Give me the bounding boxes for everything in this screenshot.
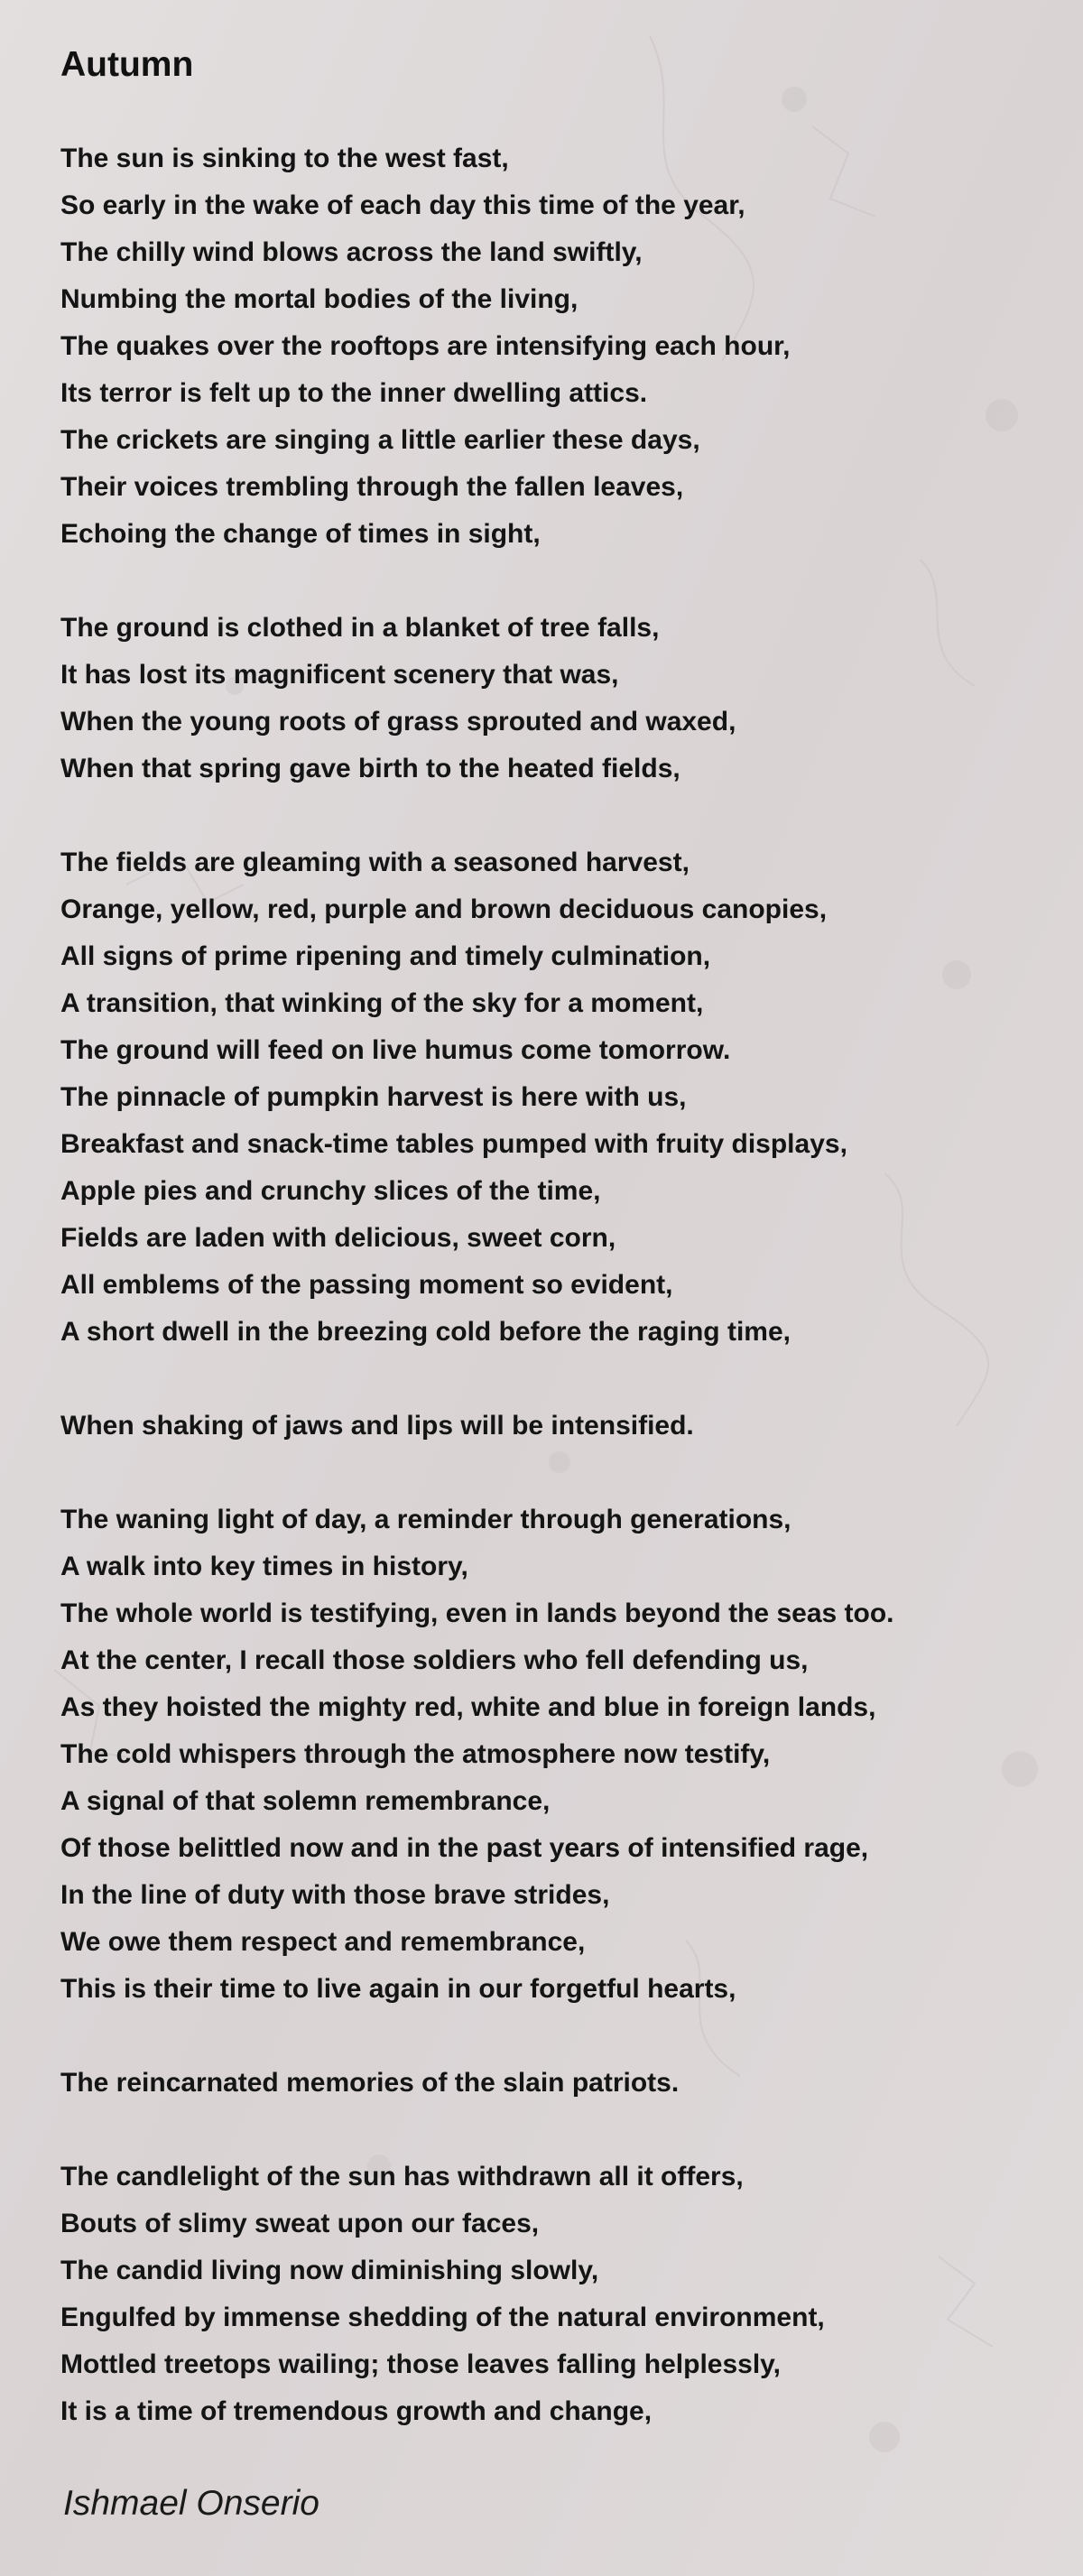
poem-line: The ground is clothed in a blanket of tree falls, [60, 613, 660, 643]
poem-line: The ground will feed on live humus come tomorrow. [60, 1035, 731, 1065]
poem-line: A signal of that solemn remembrance, [60, 1786, 551, 1816]
poem-line: The reincarnated memories of the slain patriots. [60, 2068, 680, 2098]
poem-line: Numbing the mortal bodies of the living, [60, 284, 579, 314]
poem-line: When the young roots of grass sprouted and waxed, [60, 707, 736, 737]
poem-stanza [60, 1403, 894, 1450]
poem-line: All signs of prime ripening and timely culmination, [60, 941, 711, 971]
poem-line: Echoing the change of times in sight, [60, 519, 541, 549]
poem-line: In the line of duty with those brave strides, [60, 1880, 610, 1910]
poem-line: Apple pies and crunchy slices of the time, [60, 1176, 601, 1206]
poem-line: Bouts of slimy sweat upon our faces, [60, 2209, 540, 2238]
poem-line: This is their time to live again in our forgetful hearts, [60, 1974, 736, 2004]
poem-line: It is a time of tremendous growth and change, [60, 2396, 653, 2426]
poem-line: We owe them respect and remembrance, [60, 1927, 586, 1957]
poem-line: All emblems of the passing moment so evident, [60, 1270, 673, 1300]
poem-body [60, 135, 894, 2482]
poem-line: Orange, yellow, red, purple and brown deciduous canopies, [60, 894, 828, 924]
poem-line: The waning light of day, a reminder through generations, [60, 1505, 791, 1534]
poem-line: Its terror is felt up to the inner dwelling attics. [60, 378, 648, 408]
poem-line: The crickets are singing a little earlier these days, [60, 425, 700, 455]
poem-stanza [60, 1496, 894, 2013]
poem-line: Their voices trembling through the fallen leaves, [60, 472, 684, 502]
poem-line: At the center, I recall those soldiers who fell defending us, [60, 1645, 809, 1675]
poem-line: A short dwell in the breezing cold before the raging time, [60, 1317, 791, 1347]
poem-line: The candlelight of the sun has withdrawn all it offers, [60, 2162, 744, 2191]
poem-title: Autumn [60, 45, 194, 84]
poem-line: It has lost its magnificent scenery that was, [60, 660, 619, 690]
poem-line: Of those belittled now and in the past years of intensified rage, [60, 1833, 869, 1863]
poem-line: When that spring gave birth to the heated fields, [60, 754, 680, 783]
poem-author: Ishmael Onserio [63, 2484, 319, 2523]
poem-line: The candid living now diminishing slowly, [60, 2256, 599, 2285]
poem-line: The fields are gleaming with a seasoned harvest, [60, 848, 690, 877]
poem-line: So early in the wake of each day this time of the year, [60, 190, 745, 220]
poem-line: The cold whispers through the atmosphere now testify, [60, 1739, 771, 1769]
poem-line: The sun is sinking to the west fast, [60, 144, 509, 173]
poem-line: The pinnacle of pumpkin harvest is here with us, [60, 1082, 687, 1112]
poem-line: When shaking of jaws and lips will be intensified. [60, 1411, 694, 1441]
poem-stanza [60, 135, 894, 558]
poem-line: The chilly wind blows across the land swiftly, [60, 237, 643, 267]
poem-line: Breakfast and snack-time tables pumped with fruity displays, [60, 1129, 847, 1159]
poem-stanza [60, 605, 894, 792]
poem-stanza [60, 2154, 894, 2435]
poem-line: Mottled treetops wailing; those leaves falling helplessly, [60, 2349, 781, 2379]
poem-line: Engulfed by immense shedding of the natural environment, [60, 2303, 825, 2332]
poem-line: Fields are laden with delicious, sweet corn, [60, 1223, 616, 1253]
poem-line: A walk into key times in history, [60, 1552, 468, 1581]
poem-line: The quakes over the rooftops are intensifying each hour, [60, 331, 791, 361]
poem-stanza [60, 839, 894, 1356]
poem-line: A transition, that winking of the sky for a moment, [60, 988, 704, 1018]
poem-stanza [60, 2060, 894, 2107]
poem-line: As they hoisted the mighty red, white and blue in foreign lands, [60, 1692, 876, 1722]
poem-line: The whole world is testifying, even in lands beyond the seas too. [60, 1598, 894, 1628]
